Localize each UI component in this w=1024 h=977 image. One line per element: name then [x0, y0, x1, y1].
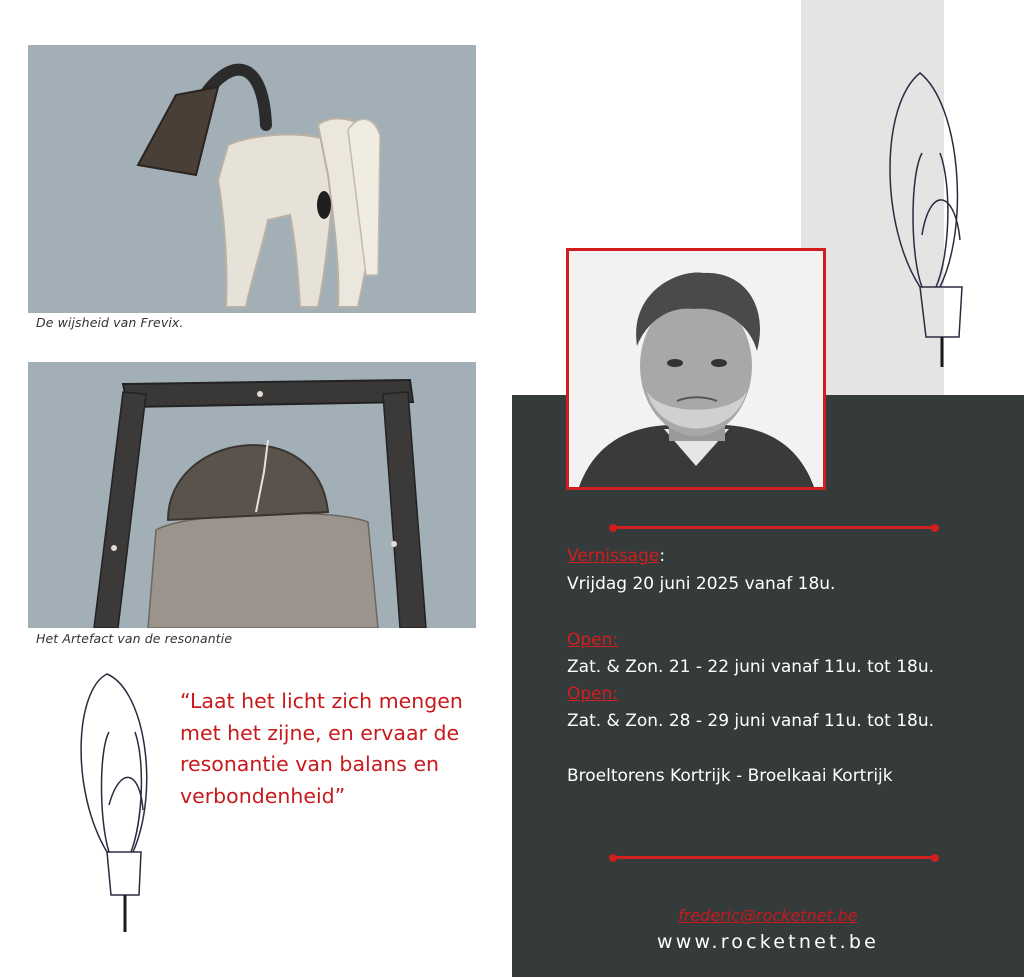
vernissage-label: Vernissage	[567, 546, 660, 566]
portrait-illustration	[569, 251, 823, 487]
artwork-photo-artefact	[28, 362, 476, 628]
open-hours-1: Zat. & Zon. 21 - 22 juni vanaf 11u. tot 18u.	[567, 657, 935, 677]
lamp-sketch-icon	[75, 670, 175, 935]
open-label: Open:	[567, 684, 619, 704]
vernissage-colon: :	[659, 546, 666, 566]
sculpture-frevix-illustration	[28, 45, 476, 313]
sculpture-artefact-illustration	[28, 362, 476, 628]
red-divider	[612, 856, 936, 859]
location: Broeltorens Kortrijk - Broelkaai Kortrijk	[567, 766, 893, 786]
open-hours-2: Zat. & Zon. 28 - 29 juni vanaf 11u. tot 18u.	[567, 711, 935, 731]
red-divider	[612, 526, 936, 529]
artist-quote: “Laat het licht zich mengen met het zijne, en ervaar de resonantie van balans en verbondenheid”	[180, 689, 463, 808]
artwork-caption: Het Artefact van de resonantie	[36, 631, 233, 646]
email-link[interactable]: frederic@rocketnet.be	[678, 906, 858, 925]
website-link[interactable]: www.rocketnet.be	[656, 931, 879, 953]
vernissage-heading	[567, 546, 665, 566]
artwork-caption: De wijsheid van Frevix.	[36, 315, 184, 330]
artwork-photo-frevix	[28, 45, 476, 313]
open-label: Open:	[567, 630, 619, 650]
artist-portrait	[566, 248, 826, 490]
lamp-sketch-icon	[880, 65, 980, 370]
vernissage-date: Vrijdag 20 juni 2025 vanaf 18u.	[567, 574, 836, 594]
